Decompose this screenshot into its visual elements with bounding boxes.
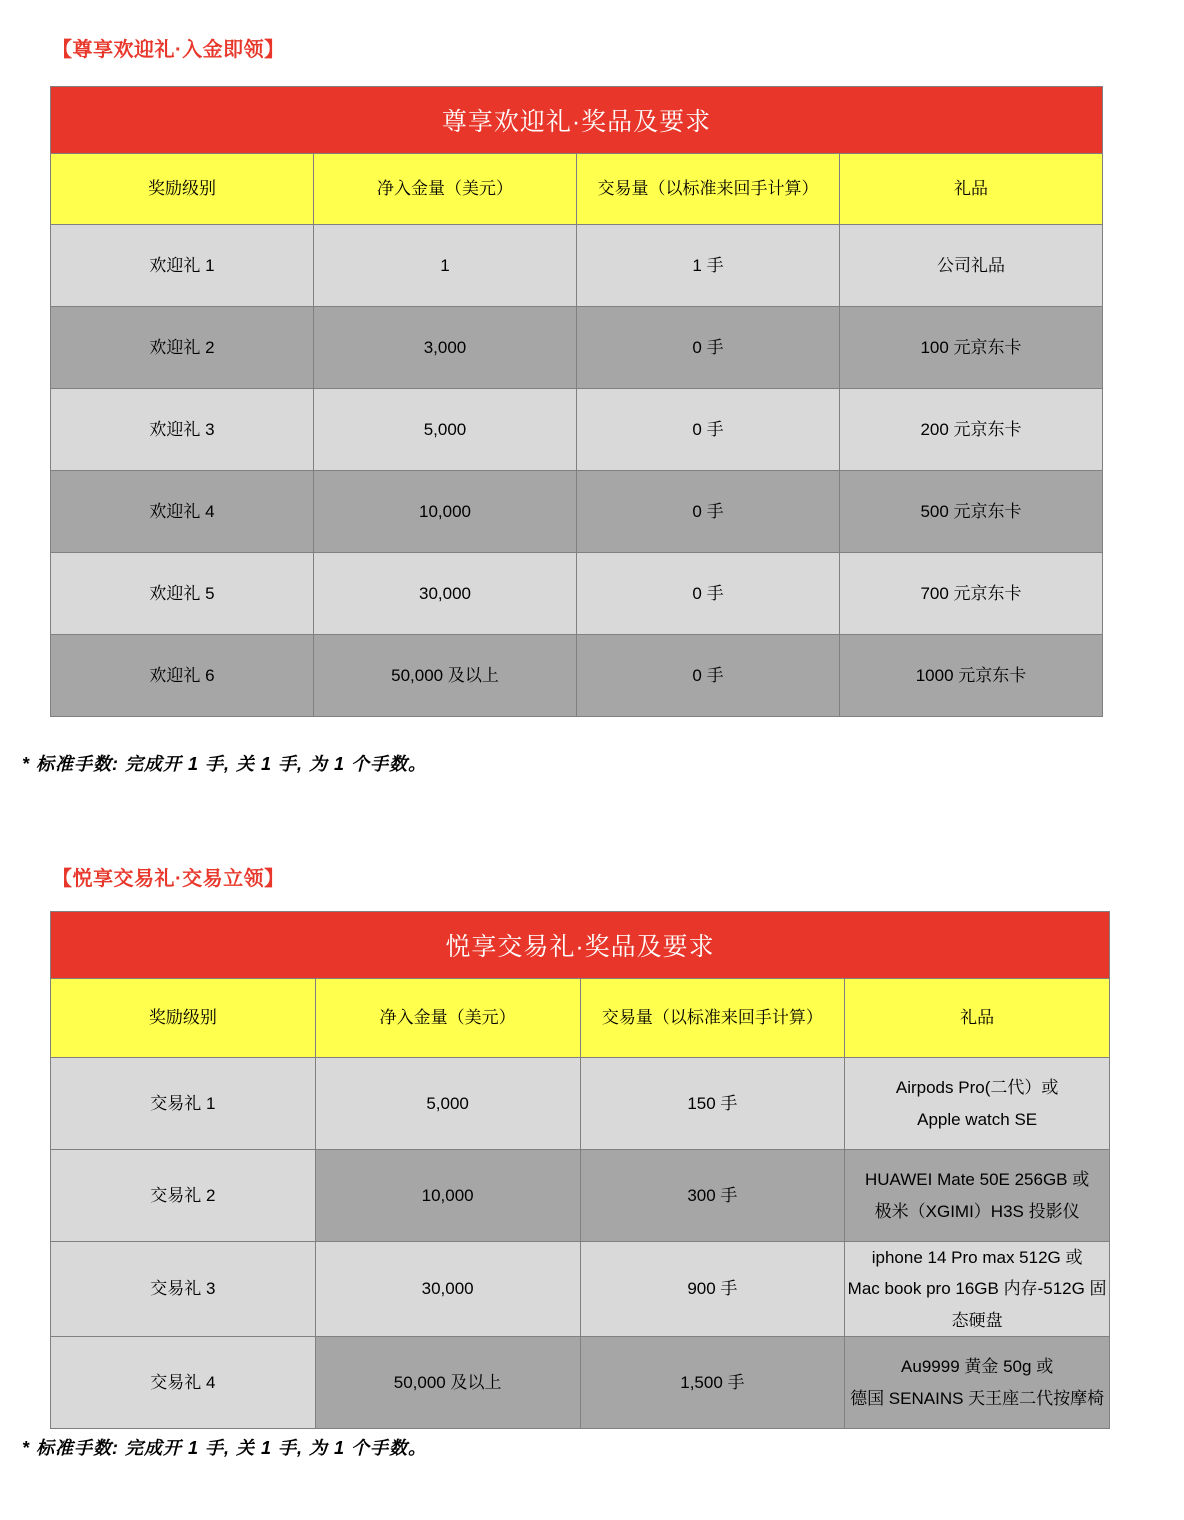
footnote-standard-lot-1: * 标准手数: 完成开 1 手, 关 1 手, 为 1 个手数。 <box>22 754 428 774</box>
cell-volume: 300 手 <box>580 1150 845 1242</box>
cell-deposit: 3,000 <box>314 307 577 389</box>
cell-volume: 1 手 <box>577 225 840 307</box>
cell-deposit: 30,000 <box>314 553 577 635</box>
trading-gift-table-title: 悦享交易礼·奖品及要求 <box>51 912 1110 979</box>
cell-volume: 1,500 手 <box>580 1337 845 1429</box>
cell-deposit: 30,000 <box>315 1242 580 1337</box>
welcome-gift-table <box>50 86 1103 717</box>
column-header-gift: 礼品 <box>840 154 1103 225</box>
cell-level: 欢迎礼 4 <box>51 471 314 553</box>
cell-gift: 100 元京东卡 <box>840 307 1103 389</box>
table-header-row <box>51 154 1103 225</box>
cell-level: 交易礼 3 <box>51 1242 316 1337</box>
cell-gift <box>845 1058 1110 1150</box>
table-header-row <box>51 979 1110 1058</box>
cell-volume: 0 手 <box>577 471 840 553</box>
cell-level: 欢迎礼 1 <box>51 225 314 307</box>
column-header-level: 奖励级别 <box>51 154 314 225</box>
section-heading-trading-gift: 【悦享交易礼·交易立领】 <box>52 868 285 890</box>
table-row <box>51 1242 1110 1337</box>
cell-volume: 150 手 <box>580 1058 845 1150</box>
cell-gift-line-2: Apple watch SE <box>917 1109 1038 1129</box>
cell-deposit: 10,000 <box>315 1150 580 1242</box>
table-row <box>51 1337 1110 1429</box>
cell-level: 欢迎礼 6 <box>51 635 314 717</box>
table-row <box>51 225 1103 307</box>
table-row <box>51 553 1103 635</box>
cell-deposit: 50,000 及以上 <box>315 1337 580 1429</box>
cell-volume: 0 手 <box>577 307 840 389</box>
cell-gift: 200 元京东卡 <box>840 389 1103 471</box>
cell-gift: 公司礼品 <box>840 225 1103 307</box>
cell-gift <box>845 1150 1110 1242</box>
cell-deposit: 10,000 <box>314 471 577 553</box>
table-title-row <box>51 912 1110 979</box>
table-row <box>51 307 1103 389</box>
table-row <box>51 471 1103 553</box>
cell-level: 欢迎礼 3 <box>51 389 314 471</box>
cell-level: 欢迎礼 2 <box>51 307 314 389</box>
trading-gift-table <box>50 911 1110 1429</box>
table-title-row <box>51 87 1103 154</box>
cell-volume: 0 手 <box>577 635 840 717</box>
cell-level: 交易礼 1 <box>51 1058 316 1150</box>
cell-gift-line-1: Airpods Pro(二代）或 <box>895 1078 1059 1098</box>
cell-deposit: 1 <box>314 225 577 307</box>
cell-gift-line-1: Au9999 黄金 50g 或 <box>901 1357 1054 1377</box>
cell-deposit: 5,000 <box>314 389 577 471</box>
cell-gift-line-2: 极米（XGIMI）H3S 投影仪 <box>874 1201 1080 1221</box>
cell-gift-line-1: HUAWEI Mate 50E 256GB 或 <box>865 1170 1090 1190</box>
column-header-level: 奖励级别 <box>51 979 316 1058</box>
cell-level: 交易礼 2 <box>51 1150 316 1242</box>
cell-gift <box>845 1242 1110 1337</box>
cell-volume: 0 手 <box>577 389 840 471</box>
cell-gift <box>845 1337 1110 1429</box>
cell-deposit: 50,000 及以上 <box>314 635 577 717</box>
welcome-gift-table-title: 尊享欢迎礼·奖品及要求 <box>51 87 1103 154</box>
table-row <box>51 389 1103 471</box>
cell-gift: 700 元京东卡 <box>840 553 1103 635</box>
column-header-deposit: 净入金量（美元） <box>314 154 577 225</box>
table-row <box>51 635 1103 717</box>
section-heading-welcome-gift: 【尊享欢迎礼·入金即领】 <box>52 39 285 61</box>
cell-level: 欢迎礼 5 <box>51 553 314 635</box>
footnote-standard-lot-2: * 标准手数: 完成开 1 手, 关 1 手, 为 1 个手数。 <box>22 1438 428 1458</box>
cell-volume: 900 手 <box>580 1242 845 1337</box>
cell-gift: 500 元京东卡 <box>840 471 1103 553</box>
cell-gift-line-1: iphone 14 Pro max 512G 或 <box>871 1248 1083 1267</box>
column-header-volume: 交易量（以标准来回手计算） <box>580 979 845 1058</box>
table-row <box>51 1150 1110 1242</box>
cell-gift-line-2: 德国 SENAINS 天王座二代按摩椅 <box>850 1388 1105 1408</box>
table-row <box>51 1058 1110 1150</box>
column-header-volume: 交易量（以标准来回手计算） <box>577 154 840 225</box>
cell-level: 交易礼 4 <box>51 1337 316 1429</box>
cell-gift-line-2: Mac book pro 16GB 内存-512G 固态硬盘 <box>847 1279 1107 1330</box>
column-header-gift: 礼品 <box>845 979 1110 1058</box>
cell-gift: 1000 元京东卡 <box>840 635 1103 717</box>
cell-deposit: 5,000 <box>315 1058 580 1150</box>
column-header-deposit: 净入金量（美元） <box>315 979 580 1058</box>
cell-volume: 0 手 <box>577 553 840 635</box>
